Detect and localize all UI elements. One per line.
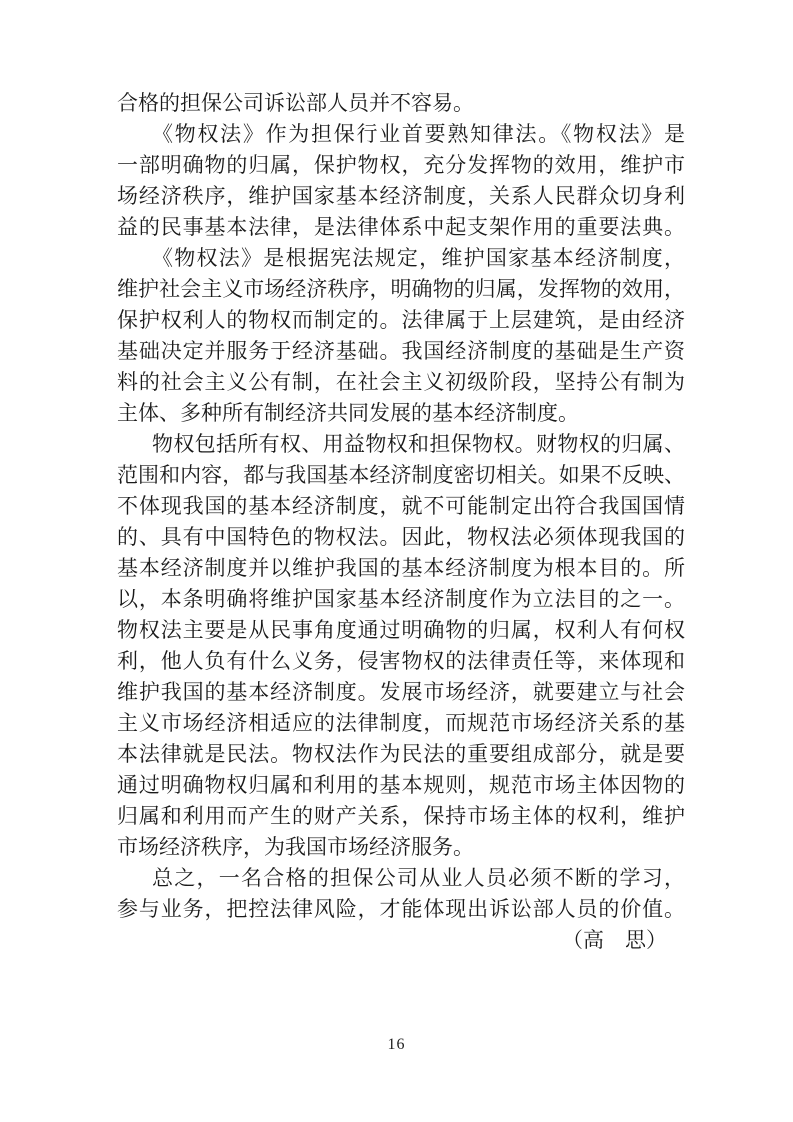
text-line: 《物权法》是根据宪法规定，维护国家基本经济制度， [152, 246, 685, 270]
text-line: 料的社会主义公有制，在社会主义初级阶段，坚持公有制为 [117, 370, 685, 394]
text-line: 的、具有中国特色的物权法。因此，物权法必须体现我国的 [117, 525, 685, 549]
text-line: 总之，一名合格的担保公司从业人员必须不断的学习， [152, 866, 685, 890]
text-line: 以，本条明确将维护国家基本经济制度作为立法目的之一。 [117, 587, 685, 611]
author-signature: （高 思） [562, 928, 667, 952]
text-line: 一部明确物的归属，保护物权，充分发挥物的效用，维护市 [117, 153, 685, 177]
paragraph-container [117, 88, 685, 925]
text-line: 维护社会主义市场经济秩序，明确物的归属，发挥物的效用， [117, 277, 685, 301]
text-line: 保护权利人的物权而制定的。法律属于上层建筑，是由经济 [117, 308, 685, 332]
text-line: 利，他人负有什么义务，侵害物权的法律责任等，来体现和 [117, 649, 685, 673]
document-body [117, 88, 685, 956]
text-line: 本法律就是民法。物权法作为民法的重要组成部分，就是要 [117, 742, 685, 766]
text-line: 场经济秩序，维护国家基本经济制度，关系人民群众切身利 [117, 184, 685, 208]
text-line: 合格的担保公司诉讼部人员并不容易。 [117, 91, 474, 115]
text-line: 基础决定并服务于经济基础。我国经济制度的基础是生产资 [117, 339, 685, 363]
text-line: 主体、多种所有制经济共同发展的基本经济制度。 [117, 401, 579, 425]
text-line: 市场经济秩序，为我国市场经济服务。 [117, 835, 474, 859]
text-line: 不体现我国的基本经济制度，就不可能制定出符合我国国情 [117, 494, 685, 518]
text-line: 物权包括所有权、用益物权和担保物权。财物权的归属、 [152, 432, 685, 456]
text-line: 通过明确物权归属和利用的基本规则，规范市场主体因物的 [117, 773, 685, 797]
text-line: 归属和利用而产生的财产关系，保持市场主体的权利，维护 [117, 804, 685, 828]
text-line: 主义市场经济相适应的法律制度，而规范市场经济关系的基 [117, 711, 685, 735]
page-number: 16 [387, 1036, 406, 1053]
text-line: 益的民事基本法律，是法律体系中起支架作用的重要法典。 [117, 215, 685, 239]
text-line: 范围和内容，都与我国基本经济制度密切相关。如果不反映、 [117, 463, 685, 487]
text-line: 物权法主要是从民事角度通过明确物的归属，权利人有何权 [117, 618, 685, 642]
text-line: 维护我国的基本经济制度。发展市场经济，就要建立与社会 [117, 680, 685, 704]
text-line: 基本经济制度并以维护我国的基本经济制度为根本目的。所 [117, 556, 685, 580]
text-line: 《物权法》作为担保行业首要熟知律法。《物权法》是 [152, 122, 685, 146]
text-line: 参与业务，把控法律风险，才能体现出诉讼部人员的价值。 [117, 897, 685, 921]
